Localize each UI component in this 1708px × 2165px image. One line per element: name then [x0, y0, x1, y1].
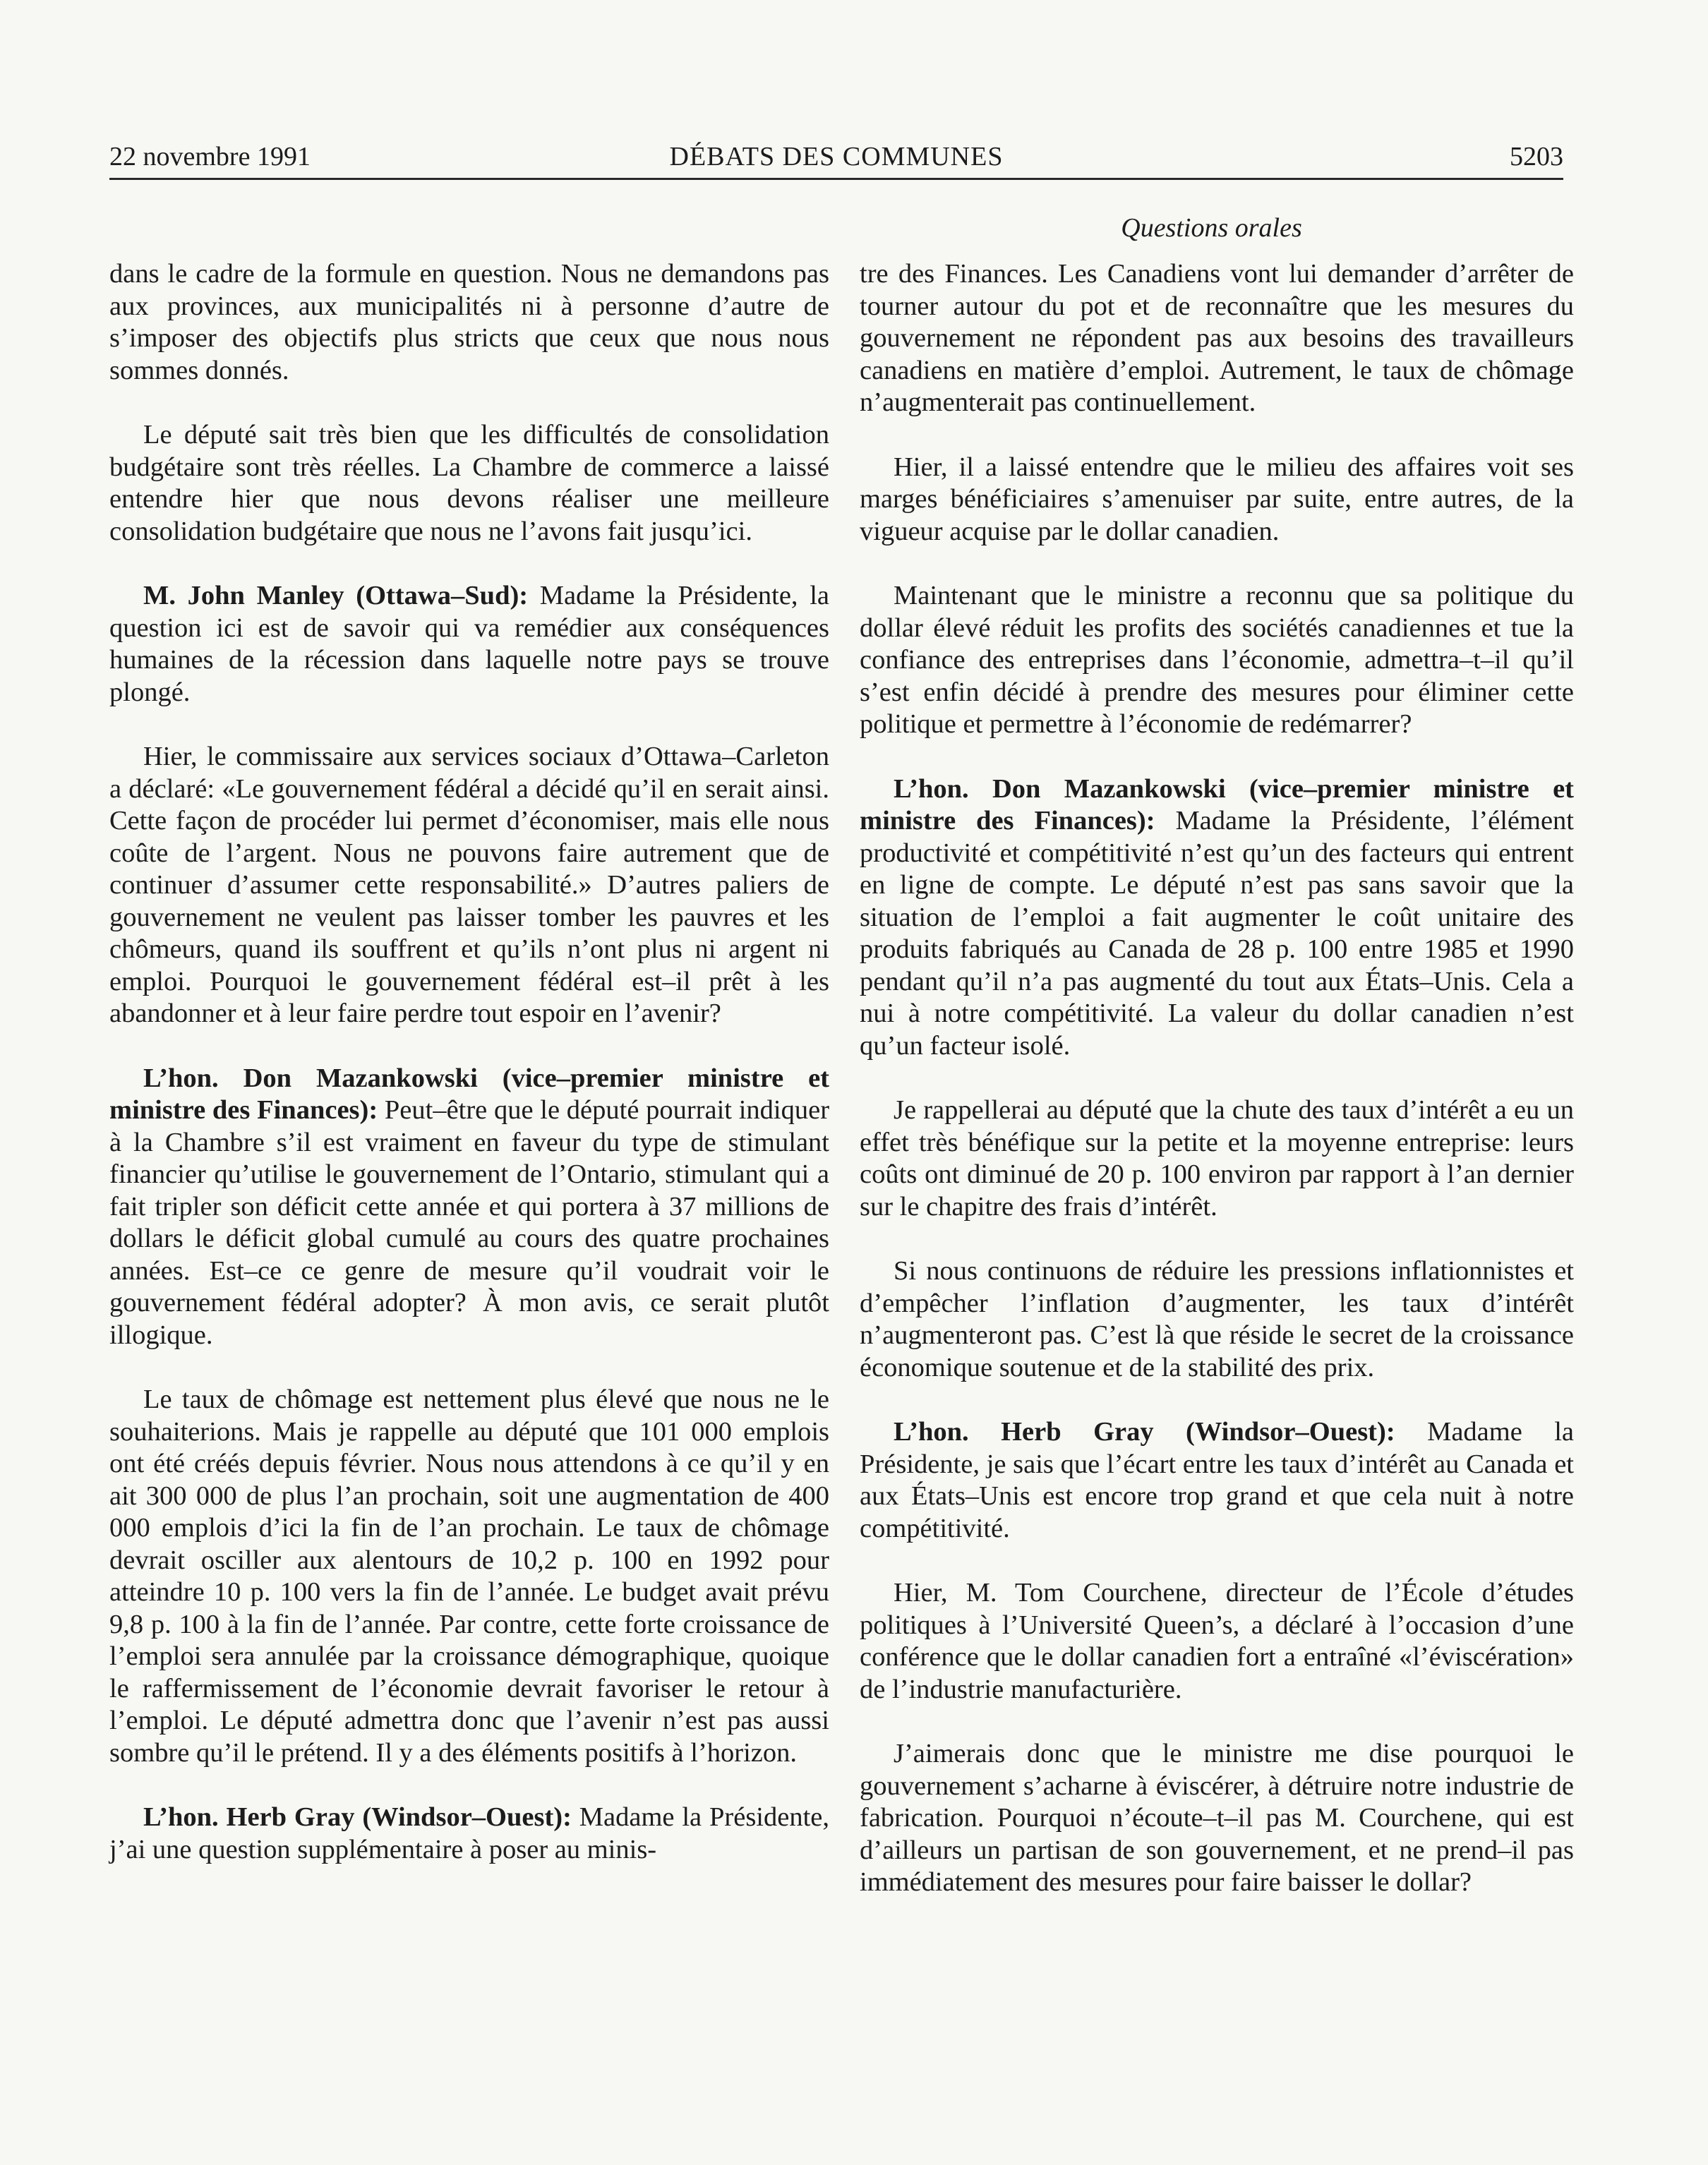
speaker-name: M. John Manley (Ottawa–Sud): — [143, 581, 529, 610]
paragraph — [109, 1063, 829, 1352]
section-title: Questions orales — [1121, 213, 1302, 243]
paragraph-text: Hier, le commissaire aux services sociaux d’Ottawa–Carleton a déclaré: «Le gouvernement fédéral a décidé qu’il en serait ainsi. Cette façon de procéder lui permet d’économiser, mais elle nous coûte de l’argent. Nous ne pouvons faire autrement que de continuer d’assumer cette responsabilité.» D’autres paliers de gouvernement ne veulent pas laisser tomber les pauvres et les chômeurs, quand ils souffrent et qu’ils n’ont plus ni argent ni emploi. Pourquoi le gouvernement fédéral est–il prêt à les abandonner et à leur faire perdre tout espoir en l’avenir? — [109, 742, 829, 1028]
paragraph — [109, 258, 829, 387]
paragraph — [860, 580, 1574, 741]
paragraph-text: tre des Finances. Les Canadiens vont lui demander d’arrêter de tourner autour du pot et de reconnaître que les mesures du gouvernement ne répondent pas aux besoins des travailleurs canadiens en matière d’emploi. Autrement, le taux de chômage n’augmenterait pas continuellement. — [860, 259, 1574, 417]
paragraph — [860, 1094, 1574, 1223]
paragraph — [860, 773, 1574, 1063]
paragraph-text: Hier, il a laissé entendre que le milieu des affaires voit ses marges bénéficiaires s’amenuiser par suite, entre autres, de la vigueur acquise par le dollar canadien. — [860, 452, 1574, 546]
paragraph-text: Maintenant que le ministre a reconnu que sa politique du dollar élevé réduit les profits des sociétés canadiennes et tue la confiance des entreprises dans l’économie, admettra–t–il qu’il s’est enfin décidé à prendre des mesures pour éliminer cette politique et permettre à l’économie de redémarrer? — [860, 581, 1574, 739]
paragraph — [109, 1384, 829, 1769]
paragraph-text: Madame la Présidente, je sais que l’écart entre les taux d’intérêt au Canada et aux États–Unis est encore trop grand et que cela nuit à notre compétitivité. — [860, 1417, 1575, 1543]
header-title: DÉBATS DES COMMUNES — [669, 142, 1004, 171]
paragraph — [109, 419, 829, 548]
speaker-name: L’hon. Don Mazankowski (vice–premier ministre et ministre des Finances): — [860, 773, 1574, 836]
paragraph-text: Madame la Présidente, j’ai une question supplémentaire à poser au minis- — [109, 1802, 829, 1864]
right-column — [860, 258, 1574, 1899]
paragraph — [109, 741, 829, 1030]
paragraph — [860, 1255, 1574, 1384]
speaker-name: L’hon. Don Mazankowski (vice–premier ministre et ministre des Finances): — [109, 1063, 829, 1125]
paragraph — [860, 258, 1574, 419]
paragraph — [860, 452, 1574, 548]
left-column — [109, 258, 829, 1866]
header-date: 22 novembre 1991 — [109, 142, 311, 171]
paragraph — [860, 1577, 1574, 1706]
paragraph-text: Madame la Présidente, la question ici est de savoir qui va remédier aux conséquences humaines de la récession dans laquelle notre pays se trouve plongé. — [109, 581, 829, 707]
paragraph-text: J’aimerais donc que le ministre me dise pourquoi le gouvernement s’acharne à éviscérer, à détruire notre industrie de fabrication. Pourquoi n’écoute–t–il pas M. Courchene, qui est d’ailleurs un partisan de son gouvernement, et ne prend–il pas immédiatement des mesures pour faire baisser le dollar? — [860, 1739, 1574, 1897]
header-page-number: 5203 — [1510, 142, 1563, 171]
paragraph-text: Madame la Présidente, l’élément productivité et compétitivité n’est qu’un des facteurs qui entrent en ligne de compte. Le député n’est pas sans savoir que la situation de l’emploi a fait augmenter le coût unitaire des produits fabriqués au Canada de 28 p. 100 entre 1985 et 1990 pendant qu’il n’a pas augmenté du tout aux États–Unis. Cela a nui à notre compétitivité. La valeur du dollar canadien n’est qu’un facteur isolé. — [860, 806, 1574, 1061]
header-rule — [109, 178, 1563, 180]
paragraph — [860, 1416, 1574, 1545]
page-header — [109, 138, 1563, 176]
speaker-name: L’hon. Herb Gray (Windsor–Ouest): — [143, 1802, 572, 1832]
paragraph-text: dans le cadre de la formule en question. Nous ne demandons pas aux provinces, aux municipalités ni à personne d’autre de s’imposer des objectifs plus stricts que ceux que nous nous sommes donnés. — [109, 259, 829, 385]
speaker-name: L’hon. Herb Gray (Windsor–Ouest): — [894, 1417, 1395, 1447]
paragraph-text: Hier, M. Tom Courchene, directeur de l’École d’études politiques à l’Université Queen’s, a déclaré à l’occasion d’une conférence que le dollar canadien fort a entraîné «l’éviscération» de l’industrie manufacturière. — [860, 1578, 1574, 1704]
paragraph-text: Si nous continuons de réduire les pressions inflationnistes et d’empêcher l’inflation d’augmenter, les taux d’intérêt n’augmenteront pas. C’est là que réside le secret de la croissance économique soutenue et de la stabilité des prix. — [860, 1256, 1574, 1382]
paragraph-text: Peut–être que le député pourrait indiquer à la Chambre s’il est vraiment en faveur du type de stimulant financier qu’utilise le gouvernement de l’Ontario, stimulant qui a fait tripler son déficit cette année et qui portera à 37 millions de dollars le déficit global cumulé au cours des quatre prochaines années. Est–ce ce genre de mesure qu’il voudrait voir le gouvernement fédéral adopter? À mon avis, ce serait plutôt illogique. — [109, 1095, 830, 1350]
paragraph — [109, 1802, 829, 1866]
paragraph-text: Le député sait très bien que les difficultés de consolidation budgétaire sont très réelles. La Chambre de commerce a laissé entendre hier que nous devons réaliser une meilleure consolidation budgétaire que nous ne l’avons fait jusqu’ici. — [109, 420, 829, 546]
paragraph-text: Je rappellerai au député que la chute des taux d’intérêt a eu un effet très bénéfique sur la petite et la moyenne entreprise: leurs coûts ont diminué de 20 p. 100 environ par rapport à l’an dernier sur le chapitre des frais d’intérêt. — [860, 1095, 1574, 1222]
paragraph — [860, 1738, 1574, 1899]
paragraph — [109, 580, 829, 708]
paragraph-text: Le taux de chômage est nettement plus élevé que nous ne le souhaiterions. Mais je rappelle au député que 101 000 emplois ont été créés depuis février. Nous nous attendons à ce qu’il y en ait 300 000 de plus l’an prochain, soit une augmentation de 400 000 emplois d’ici la fin de l’an prochain. Le taux de chômage devrait osciller aux alentours de 10,2 p. 100 en 1992 pour atteindre 10 p. 100 vers la fin de l’année. Le budget avait prévu 9,8 p. 100 à la fin de l’année. Par contre, cette forte croissance de l’emploi sera annulée par la croissance démographique, quoique le raffermissement de l’économie devrait favoriser le retour à l’emploi. Le député admettra donc que l’avenir n’est pas aussi sombre qu’il le prétend. Il y a des éléments positifs à l’horizon. — [109, 1385, 829, 1768]
